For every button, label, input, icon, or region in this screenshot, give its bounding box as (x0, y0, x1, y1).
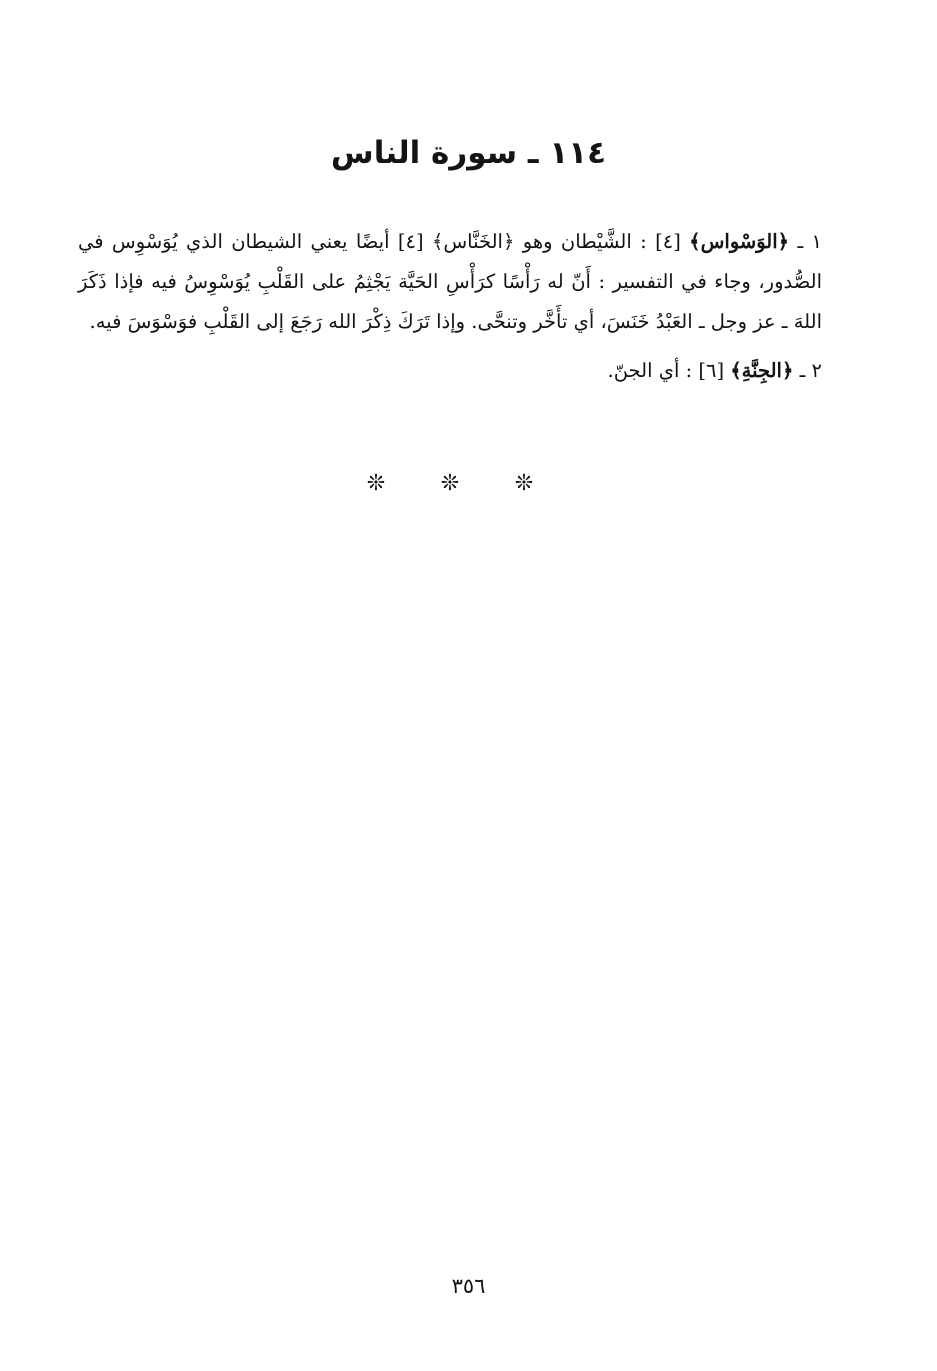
entry-text: : الشَّيْطان وهو ﴿الخَنَّاس﴾ [٤] أيضًا يعني الشيطان الذي يُوَسْوِس في الصُّدور، وجاء في التفسير : أَنّ له رَأْسًا كرَأْسِ الحَيَّة يَجْثِمُ على القَلْبِ يُوَسْوِسُ فيه فإذا ذَكَرَ اللهَ ـ عز وجل ـ العَبْدُ خَنَسَ، أي تأَخَّر وتنحَّى. وإذا تَرَكَ ذِكْرَ الله رَجَعَ إلى القَلْبِ فوَسْوَسَ فيه. (78, 230, 822, 333)
star-ornament-icon: ❊ (440, 471, 460, 496)
star-ornament-icon: ❊ (366, 471, 386, 496)
entry-ref: [٤] (655, 230, 681, 253)
glossary-entry-1 (78, 222, 822, 342)
entry-term: ﴿الوَسْواس﴾ (689, 230, 790, 253)
glossary-entry-2 (78, 351, 822, 391)
entry-term: ﴿الجِنَّةِ﴾ (730, 359, 794, 382)
entry-text: : أي الجنّ. (607, 359, 693, 382)
surah-title: ١١٤ ـ سورة الناس (330, 135, 607, 171)
section-separator (365, 466, 535, 502)
entry-number: ١ ـ (797, 230, 823, 253)
entry-number: ٢ ـ (799, 359, 822, 382)
star-ornament-icon: ❊ (514, 471, 534, 496)
glossary-entries (78, 222, 822, 400)
entry-ref: [٦] (698, 359, 725, 382)
page-number: ٣٥٦ (451, 1274, 486, 1298)
